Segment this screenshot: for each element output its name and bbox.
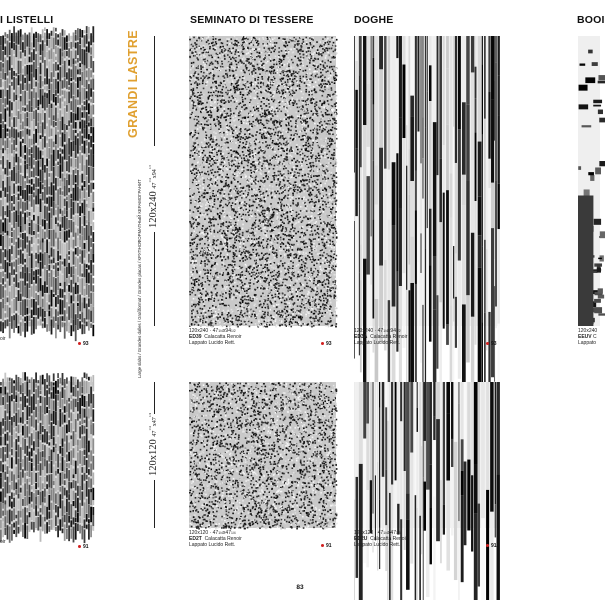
product-name: C	[593, 334, 597, 341]
page-ref-number: 93	[326, 341, 332, 347]
page-ref-number: 93	[83, 341, 89, 347]
caption-size-frac: 1/4	[383, 531, 388, 535]
page-ref-doghe-large[interactable]	[486, 341, 497, 347]
format-inches: 47	[152, 182, 158, 189]
divider-line	[154, 480, 155, 528]
caption-size-2: x47	[387, 530, 396, 536]
heading-book: BOOI	[577, 14, 605, 26]
tile-seminato-square	[189, 382, 336, 528]
tile-doghe-large	[354, 36, 500, 326]
product-code: ED3A	[354, 334, 368, 341]
caption-size: 120x120 · 47	[189, 530, 219, 536]
bullet-icon	[321, 342, 324, 345]
page-ref-doghe-square[interactable]	[486, 543, 497, 549]
tile-seminato-large	[189, 36, 336, 326]
caption-size: 120x120 · 47	[354, 530, 384, 536]
divider-line	[154, 232, 155, 326]
bullet-icon	[321, 544, 324, 547]
tile-doghe-square	[354, 382, 500, 528]
product-finish: Lappato Lucido Rett.	[354, 340, 401, 347]
tile-texture	[189, 382, 336, 528]
tile-texture	[0, 382, 93, 530]
caption-size: 120x240 · 47	[189, 328, 219, 334]
product-finish: Lappato	[578, 340, 597, 347]
format-size: 120x120	[148, 439, 159, 476]
format-inches-frac: 1/4	[148, 178, 152, 183]
product-code: ED2T	[189, 536, 202, 543]
page-number: 83	[296, 584, 304, 591]
tile-texture	[189, 36, 336, 326]
caption-size-2: x94	[222, 328, 231, 334]
bullet-icon	[486, 342, 489, 345]
page-ref-number: 91	[326, 543, 332, 549]
tile-listelli-square	[0, 382, 93, 530]
caption-seminato-square	[189, 530, 242, 549]
bullet-icon	[78, 545, 81, 548]
tile-book-large	[578, 36, 600, 326]
format-inches-frac-2: 1/4	[148, 412, 152, 418]
page-ref-seminato-square[interactable]	[321, 543, 332, 549]
caption-size-frac-2: 1/2	[230, 329, 236, 333]
format-inches-2: x47	[152, 417, 158, 427]
format-inches-frac-2: 1/2	[148, 164, 152, 170]
tile-texture	[0, 36, 93, 326]
page-ref-number: 93	[491, 341, 497, 347]
product-finish: Lappato Lucido Rett.	[189, 340, 236, 347]
tile-texture	[354, 382, 500, 528]
format-size: 120x240	[148, 191, 159, 228]
caption-size-frac: 1/4	[218, 329, 223, 333]
format-label-large	[148, 165, 159, 228]
product-name: Calacatta Renoir	[204, 334, 242, 341]
bullet-icon	[78, 342, 81, 345]
tile-listelli-large	[0, 36, 93, 326]
caption-doghe-large	[354, 328, 407, 347]
page-ref-number: 91	[491, 543, 497, 549]
page-ref-number: 91	[83, 544, 89, 550]
product-code: ED2U	[354, 536, 368, 543]
caption-doghe-square	[354, 530, 407, 549]
format-inches-frac: 1/4	[148, 426, 152, 431]
caption-size-frac: 1/4	[218, 531, 223, 535]
caption-size-frac-2: 1/4	[395, 531, 401, 535]
heading-seminato: SEMINATO DI TESSERE	[190, 14, 314, 26]
product-name: Calacatta Renoir	[370, 334, 408, 341]
page-ref-listelli-large[interactable]	[78, 341, 89, 347]
product-code: EEUV	[578, 334, 592, 341]
tile-texture	[354, 36, 500, 326]
product-name: Calacatta Renoir	[204, 536, 242, 543]
page-ref-listelli-square[interactable]	[78, 544, 89, 550]
caption-book-large	[578, 328, 597, 347]
caption-seminato-large	[189, 328, 242, 347]
product-finish: Lappato Lucido Rett.	[354, 542, 401, 549]
format-inches-2: x94	[152, 169, 158, 179]
page-ref-seminato-large[interactable]	[321, 341, 332, 347]
caption-size-2: x94	[387, 328, 396, 334]
format-inches: 47	[152, 430, 158, 437]
caption-size: 120x240 · 47	[354, 328, 384, 334]
divider-line	[154, 382, 155, 414]
caption-size-2: x47	[222, 530, 231, 536]
section-label-grandi-lastre	[126, 30, 140, 138]
product-code: ED39	[189, 334, 202, 341]
caption-size-frac: 1/4	[383, 329, 388, 333]
divider-line	[154, 36, 155, 146]
caption-line: oir	[0, 336, 6, 343]
format-label-square	[148, 413, 159, 476]
heading-listelli: I LISTELLI	[0, 14, 54, 26]
heading-doghe: DOGHE	[354, 14, 394, 26]
section-label-text: GRANDI LASTRE	[126, 30, 140, 138]
caption-listelli-square	[0, 533, 6, 545]
product-finish: Lappato Lucido Rett.	[189, 542, 236, 549]
caption-size: 120x240	[578, 328, 598, 334]
caption-size-frac-2: 1/4	[230, 531, 236, 535]
product-name: Calacatta Renoir	[370, 536, 408, 543]
caption-size-frac-2: 1/2	[395, 329, 401, 333]
caption-line: oir	[0, 539, 6, 546]
multilingual-label: Large slabs / Grandes dalles / Großformat / Grandes placas / КРУПНОФОРМАТНЫЙ КЕРАМОГРАНИТ	[137, 179, 142, 378]
caption-listelli-large	[0, 330, 6, 342]
tile-texture	[578, 36, 600, 326]
bullet-icon	[486, 544, 489, 547]
